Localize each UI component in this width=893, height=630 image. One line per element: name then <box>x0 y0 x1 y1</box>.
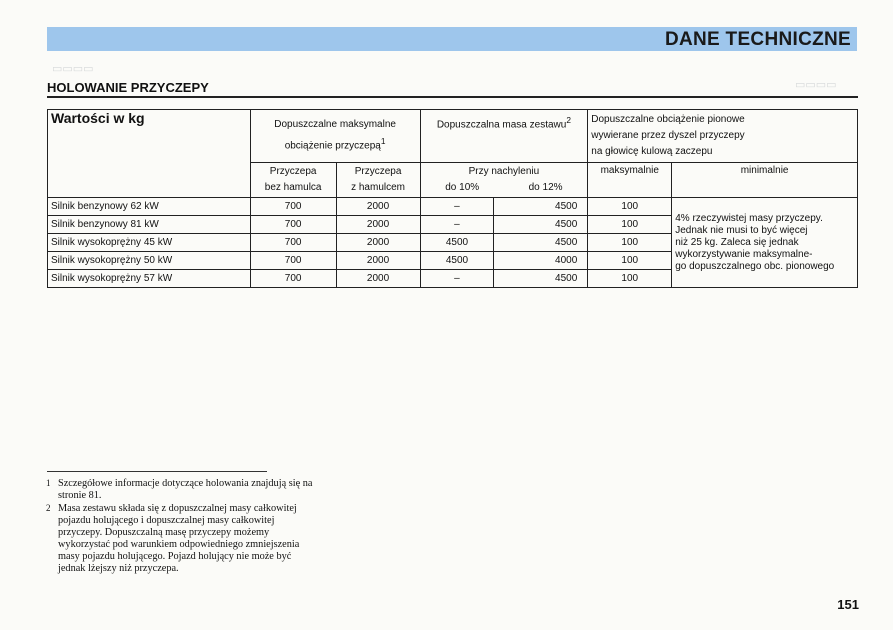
subheader-incline: Przy nachyleniu do 10% do 12% <box>420 163 588 198</box>
row-label: Silnik wysokoprężny 45 kW <box>48 234 251 252</box>
footnotes <box>46 478 316 576</box>
min-vertical-note: 4% rzeczywistej masy przyczepy. Jednak nie musi to być więcej niż 25 kg. Zaleca się jednak wykorzystywanie maksymalne- go dopuszczalnego obc. pionowego <box>672 198 858 288</box>
cell-with-brake: 2000 <box>336 252 420 270</box>
cell-no-brake: 700 <box>250 198 336 216</box>
bleed-through: ▭▭▭▭ <box>52 63 94 75</box>
section-divider <box>47 96 858 98</box>
footnote-divider <box>47 471 267 472</box>
cell-incline-10: 4500 <box>420 252 494 270</box>
footnote <box>46 503 316 575</box>
section-title: HOLOWANIE PRZYCZEPY <box>47 80 209 95</box>
cell-no-brake: 700 <box>250 252 336 270</box>
cell-incline-12: 4500 <box>494 270 588 288</box>
cell-incline-10: – <box>420 198 494 216</box>
cell-with-brake: 2000 <box>336 270 420 288</box>
cell-incline-12: 4000 <box>494 252 588 270</box>
subheader-no-brake: Przyczepa bez hamulca <box>250 163 336 198</box>
footnote <box>46 478 316 502</box>
cell-no-brake: 700 <box>250 270 336 288</box>
cell-incline-12: 4500 <box>494 216 588 234</box>
cell-incline-10: – <box>420 216 494 234</box>
subheader-incline-12: do 12% <box>528 182 563 193</box>
footnote-text: Masa zestawu składa się z dopuszczalnej masy całkowitej pojazdu holującego i dopuszczalnej masy całkowitej przyczepy. Dopuszczalną masę przyczepy możemy wykorzystać pod warunkiem odpowiedniego zmniejszenia masy pojazdu holującego. Pojazd holujący nie może być jednak lżejszy niż przyczepa. <box>58 503 300 574</box>
cell-with-brake: 2000 <box>336 216 420 234</box>
header-combination-mass: Dopuszczalna masa zestawu$^2$ <box>420 110 588 163</box>
subheader-incline-10: do 10% <box>445 182 480 193</box>
cell-max-vertical: 100 <box>588 216 672 234</box>
cell-max-vertical: 100 <box>588 198 672 216</box>
cell-max-vertical: 100 <box>588 270 672 288</box>
page-number: 151 <box>837 597 859 612</box>
row-label: Silnik wysokoprężny 50 kW <box>48 252 251 270</box>
header-bar <box>47 27 857 51</box>
footnote-text: Szczegółowe informacje dotyczące holowania znajdują się na stronie 81. <box>58 478 313 501</box>
table-header-row <box>48 110 858 163</box>
cell-incline-10: 4500 <box>420 234 494 252</box>
main-header: Wartości w kg <box>48 110 251 198</box>
header-max-trailer-load: Dopuszczalne maksymalne obciążenie przyczepą$^1$ <box>250 110 420 163</box>
bleed-through: ▭▭▭▭ <box>795 79 837 91</box>
cell-incline-12: 4500 <box>494 234 588 252</box>
row-label: Silnik benzynowy 62 kW <box>48 198 251 216</box>
cell-no-brake: 700 <box>250 234 336 252</box>
row-label: Silnik benzynowy 81 kW <box>48 216 251 234</box>
page-title: DANE TECHNICZNE <box>664 29 851 50</box>
row-label: Silnik wysokoprężny 57 kW <box>48 270 251 288</box>
footnote-number: 1 <box>46 478 51 488</box>
cell-incline-12: 4500 <box>494 198 588 216</box>
footnote-number: 2 <box>46 503 51 513</box>
cell-no-brake: 700 <box>250 216 336 234</box>
cell-incline-10: – <box>420 270 494 288</box>
subheader-with-brake: Przyczepa z hamulcem <box>336 163 420 198</box>
subheader-min: minimalnie <box>672 163 858 198</box>
table-row <box>48 198 858 216</box>
header-vertical-load: Dopuszczalne obciążenie pionowe wywierane przez dyszel przyczepy na głowicę kulową zaczepu <box>588 110 858 163</box>
cell-with-brake: 2000 <box>336 198 420 216</box>
cell-with-brake: 2000 <box>336 234 420 252</box>
cell-max-vertical: 100 <box>588 252 672 270</box>
cell-max-vertical: 100 <box>588 234 672 252</box>
towing-table <box>47 109 858 288</box>
subheader-max: maksymalnie <box>588 163 672 198</box>
